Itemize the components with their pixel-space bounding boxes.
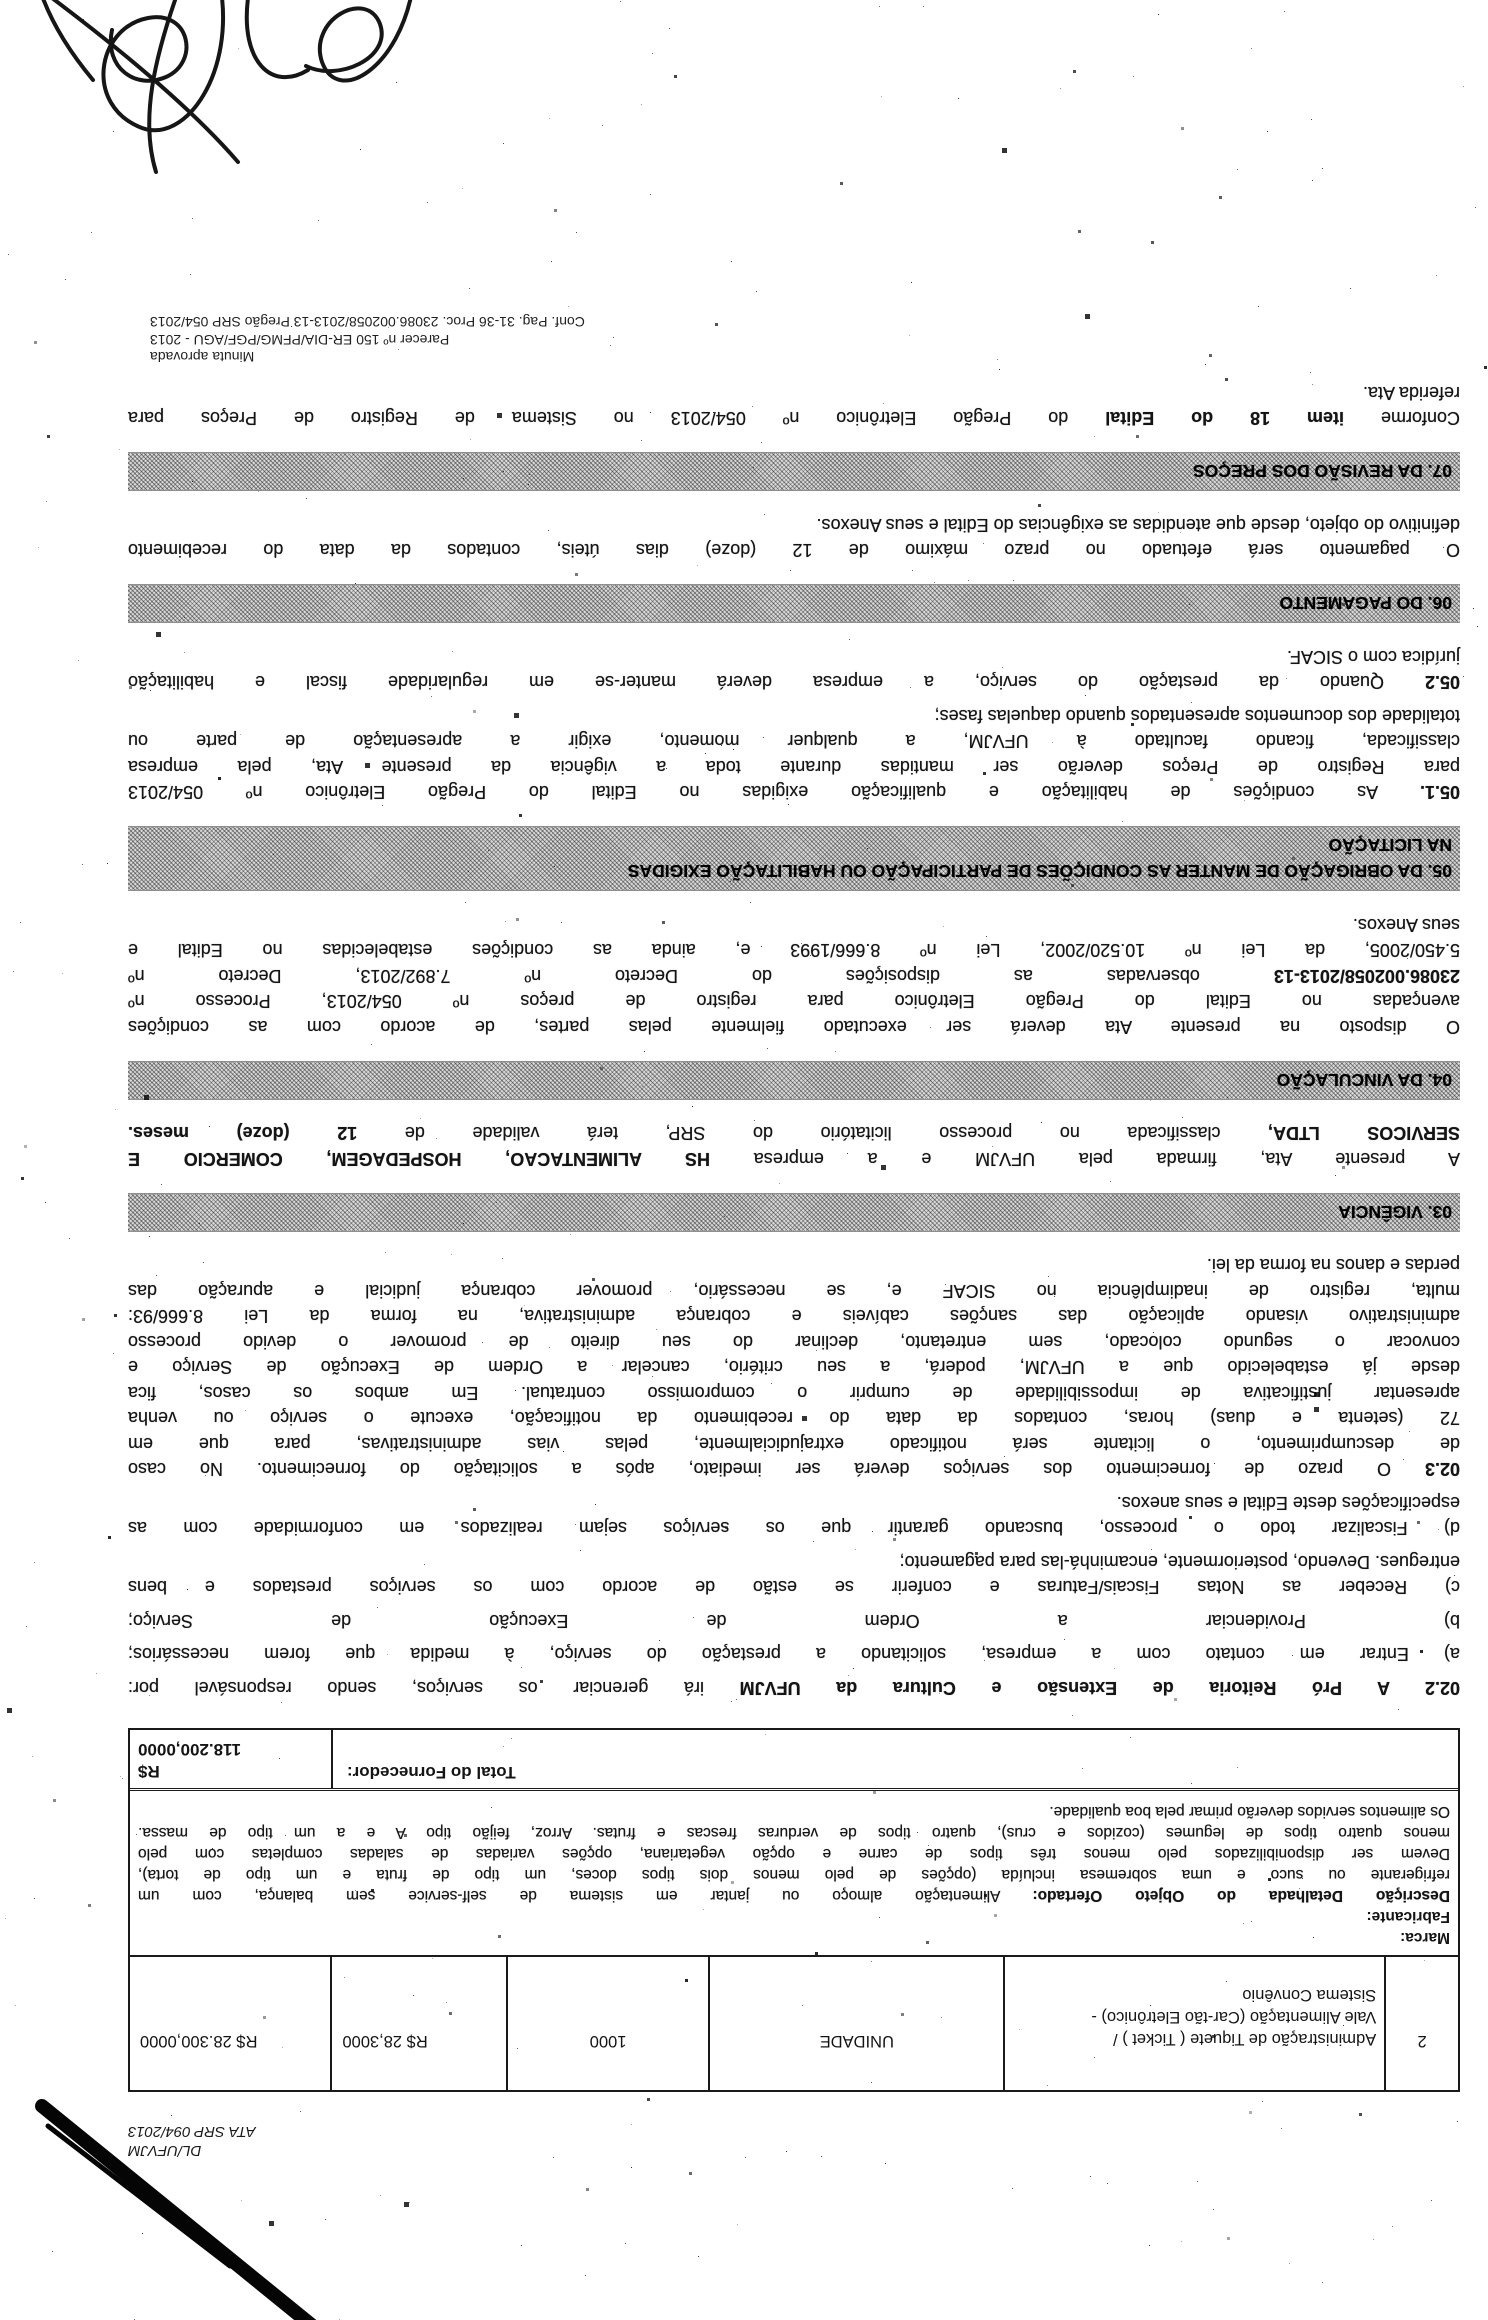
- item-description-line: Administração de Tiquete ( Ticket ) /: [1113, 2030, 1377, 2048]
- section-heading: 07. DA REVISÃO DOS PREÇOS: [1193, 461, 1452, 482]
- text-line: 5.450/2005, da Lei nº 10.520/2002, Lei nº 8.666/1993 e, ainda as condições estabelecidas no Edital e: [128, 940, 1460, 961]
- paragraph: [128, 644, 1460, 695]
- fabricante-label: Fabricante:: [1366, 1908, 1450, 1925]
- text-line: perdas e danos na forma da lei.: [1206, 1255, 1460, 1276]
- stamp-line: Minuta aprovada: [150, 349, 255, 366]
- total-value-cell: [130, 1730, 331, 1788]
- paragraph: [128, 1120, 1460, 1171]
- text-line: Conforme item 18 do Edital do Pregão Eletrônico nº 054/2013 no Sistema de Registro de Preços para: [128, 408, 1460, 429]
- ata-number-label: ATA SRP 094/2013: [128, 2123, 256, 2140]
- section-heading-band: [128, 585, 1460, 624]
- text-line: classificada, ficando facultado à UFVJM, a qualquer momento, exigir a apresentação de parte ou: [128, 731, 1460, 752]
- total-label: Total do Fornecedor:: [331, 1730, 1458, 1788]
- price-table: [128, 1728, 1460, 2092]
- section-heading-band: [128, 827, 1460, 892]
- paragraph: [128, 1252, 1460, 1482]
- text-line: especificações deste Edital e seus anexos.: [1116, 1493, 1460, 1513]
- item-description-cell: [1003, 1957, 1384, 2090]
- section-heading: NA LICITAÇÃO: [1328, 835, 1452, 856]
- text-line: desde já estabelecido que a UFVJM, poderá, a seu critério, cancelar a Ordem de Execução de Serviço e: [128, 1357, 1460, 1378]
- text-line: totalidade dos documentos apresentados quando daquelas fases;: [934, 706, 1460, 726]
- text-line: Devem ser disponibilizados pelo menos três tipos de carne e opção vegetariana, opções variadas de saladas completas com pelo: [138, 1845, 1450, 1862]
- section-heading-band: [128, 1061, 1460, 1100]
- text-line: refrigerante ou suco e uma sobremesa incluída (opções de pelo menos dois tipos doces, um tipo de fruta e um tipo de torta),: [138, 1866, 1450, 1883]
- item-description-line: Sistema Convênio: [1242, 1986, 1377, 2004]
- stamp-line: Conf. Pag. 31-36 Proc. 23086.002058/2013-13 Pregão SRP 054/2013: [150, 314, 585, 331]
- table-total-row: [130, 1730, 1458, 1791]
- item-detail-cell: [130, 1791, 1458, 1955]
- text-line: menos quatro tipos de legumes (cozidos e crus), quatro tipos de verduras frescas e frutas. Arroz, feijão tipo A e a um tipo de massa.: [138, 1824, 1450, 1841]
- text-line: a) Entrar em contato com a empresa, solicitando a prestação do serviço, à medida que forem necessários;: [128, 1644, 1460, 1665]
- stamp-line: Parecer nº 150 ER-DIA/PFMG/PGF/AGU - 2013: [150, 332, 450, 348]
- currency-label: R$: [138, 1762, 160, 1781]
- paragraph: [128, 512, 1460, 563]
- paragraph: [128, 703, 1460, 805]
- total-amount: 118.200,0000: [138, 1740, 242, 1759]
- approval-stamp-block: [128, 313, 1460, 366]
- text-line: 05.1. As condições de habilitação e qualificação exigidas no Edital do Pregão Eletrônico nº 054/2013: [128, 782, 1460, 803]
- total-price-cell: R$ 28.300,0000: [140, 2032, 258, 2050]
- text-line: 05.2 Quando da prestação do serviço, a empresa deverá manter-se em regularidade fiscal e habilitação: [128, 672, 1460, 693]
- text-line: 02.3 O prazo de fornecimento dos serviços deverá ser imediato, após a solicitação do fornecimento. No caso: [128, 1459, 1460, 1480]
- text-line: b) Providenciar a Ordem de Execução de Serviço;: [128, 1611, 1460, 1631]
- text-line: convocar o segundo colocado, sem entretanto, declinar do seu direito de promover o devido processo: [128, 1332, 1460, 1352]
- table-row: [130, 1957, 1458, 2090]
- text-line: SERVICOS LTDA, classificada no processo licitatório do SRP, terá validade de 12 (doze) meses.: [127, 1123, 1460, 1144]
- paragraph: [128, 1641, 1460, 1667]
- item-number-cell: 2: [1384, 1957, 1458, 2090]
- text-line: Descrição Detalhada do Objeto Ofertado: Alimentação almoço ou jantar em sistema de self-service sem balança, com um: [138, 1887, 1450, 1904]
- paragraph: [128, 1549, 1460, 1600]
- text-line: A presente Ata, firmada pela UFVJM e a empresa HS ALIMENTACAO, HOSPEDAGEM, COMERCIO E: [128, 1149, 1460, 1169]
- text-line: 02.2 A Pró Reitoria de Extensão e Cultura da UFVJM irá gerenciar os serviços, sendo responsável por:: [128, 1678, 1460, 1698]
- paragraph: [128, 1608, 1460, 1634]
- text-line: definitivo do objeto, desde que atendidas as exigências do Edital e seus Anexos.: [816, 515, 1460, 535]
- section-heading-band: [128, 453, 1460, 492]
- text-line: d) Fiscalizar todo o processo, buscando garantir que os serviços sejam realizados em conformidade com as: [128, 1518, 1460, 1539]
- detailed-description: [138, 1801, 1450, 1906]
- paragraph: [128, 912, 1460, 1040]
- item-description-line: Vale Alimentação (Car-tão Eletrônico) -: [1091, 2008, 1377, 2026]
- text-line: c) Receber as Notas Fiscais/Faturas e conferir se estão de acordo com os serviços prestados e bens: [128, 1577, 1460, 1598]
- section-heading: 04. DA VINCULAÇÃO: [1276, 1070, 1452, 1090]
- section-heading: 06. DO PAGAMENTO: [1279, 593, 1452, 614]
- text-line: para Registro de Preços deverão ser mantidas durante toda a vigência da presente Ata, pela empresa: [128, 757, 1460, 777]
- paragraph: [128, 1490, 1460, 1541]
- unit-cell: UNIDADE: [708, 1957, 1003, 2090]
- text-line: seus Anexos.: [1352, 915, 1460, 935]
- marca-label: Marca:: [1400, 1929, 1450, 1946]
- quantity-cell: 1000: [506, 1957, 708, 2090]
- text-line: entregues. Devendo, posteriormente, encaminhá-las para pagamento;: [899, 1552, 1460, 1572]
- paragraph: [128, 1675, 1460, 1701]
- text-line: administrativo visando aplicação das sanções cabíveis e cobrança administrativa, na forma da Lei 8.666/93:: [128, 1306, 1460, 1327]
- document-body: [128, 380, 1460, 1701]
- text-line: referida Ata.: [1362, 383, 1460, 403]
- section-heading-band: [128, 1193, 1460, 1232]
- text-line: de descumprimento, o licitante será notificado extrajudicialmente, pelas vias administrativas, para que em: [128, 1434, 1460, 1454]
- paragraph: [128, 380, 1460, 431]
- text-line: multa, registro de inadimplência no SICAF e, se necessário, promover cobrança judicial e apuração das: [128, 1281, 1460, 1301]
- text-line: 72 (setenta e duas) horas, contados da data do recebimento da notificação, execute o serviço ou venha: [128, 1408, 1460, 1429]
- table-detail-row: [130, 1791, 1458, 1957]
- text-line: 23086.002058/2013-13 observadas as disposições do Decreto nº 7.892/2013, Decreto nº: [128, 966, 1460, 986]
- document-content: [128, 313, 1460, 2160]
- text-line: jurídica com o SICAF.: [1286, 647, 1460, 667]
- text-line: apresentar justificativa de impossibilidade de cumprir o compromisso contratual. Em ambos os casos, fica: [128, 1383, 1460, 1403]
- text-line: O disposto na presente Ata deverá ser executado fielmente pelas partes, de acordo com as condições: [128, 1017, 1460, 1037]
- org-label: DL/UFVJM: [128, 2142, 202, 2159]
- document-id-header: [128, 2122, 1460, 2160]
- section-heading: 03. VIGÊNCIA: [1338, 1202, 1452, 1222]
- section-heading: 05. DA OBRIGAÇÃO DE MANTER AS CONDIÇÕES DE PARTICIPAÇÃO OU HABILITAÇÃO EXIGIDAS: [627, 861, 1452, 882]
- text-line: avençadas no Edital do Pregão Eletrônico para registro de preços nº 054/2013, Processo nº: [128, 991, 1460, 1012]
- text-line: Os alimentos servidos deverão primar pela boa qualidade.: [1049, 1803, 1450, 1820]
- unit-price-cell: R$ 28,3000: [330, 1957, 505, 2090]
- text-line: O pagamento será efetuado no prazo máximo de 12 (doze) dias úteis, contados da data do recebimento: [128, 540, 1460, 561]
